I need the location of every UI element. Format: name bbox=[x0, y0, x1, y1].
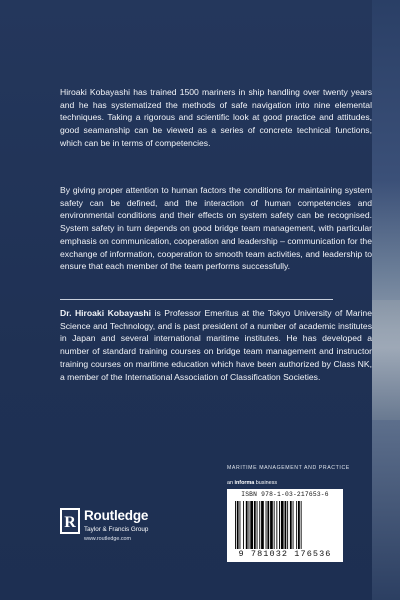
logo-letter: R bbox=[64, 514, 76, 531]
barcode-bar bbox=[249, 501, 250, 549]
barcode-bar bbox=[243, 501, 244, 549]
barcode-bar bbox=[266, 501, 267, 549]
series-title: MARITIME MANAGEMENT AND PRACTICE bbox=[227, 465, 350, 471]
divider-line bbox=[60, 299, 333, 300]
barcode bbox=[227, 489, 343, 562]
barcode-bar bbox=[254, 501, 256, 549]
barcode-bar bbox=[287, 501, 288, 549]
barcode-bar bbox=[259, 501, 260, 549]
author-name: Dr. Hiroaki Kobayashi bbox=[60, 308, 152, 318]
barcode-bar bbox=[301, 501, 302, 549]
barcode-bar bbox=[250, 501, 253, 549]
barcode-bar bbox=[276, 501, 277, 549]
publisher-url: www.routledge.com bbox=[84, 536, 132, 542]
informa-suffix: business bbox=[254, 480, 278, 486]
barcode-bar bbox=[290, 501, 292, 549]
barcode-bar bbox=[285, 501, 287, 549]
barcode-bar bbox=[246, 501, 248, 549]
barcode-bar bbox=[270, 501, 273, 549]
informa-prefix: an bbox=[227, 480, 235, 486]
barcode-bars bbox=[235, 501, 339, 549]
publisher-name: Routledge bbox=[84, 508, 149, 523]
barcode-bar bbox=[235, 501, 236, 549]
author-bio bbox=[60, 307, 372, 383]
routledge-logo-icon bbox=[60, 508, 80, 534]
barcode-bar bbox=[240, 501, 241, 549]
barcode-bar bbox=[279, 501, 280, 549]
description-paragraph-2: By giving proper attention to human factors the conditions for maintaining system safety can be defined, and the interaction of human competencies and environmental conditions and their effects on system safety can be recognised. System safety in turn depends on good bridge team management, with particular emphasis on communication, cooperation and leadership – communication for the exchange of information, cooperation to smooth team activities, and leadership to ensure that each member of the team performs successfully. bbox=[60, 185, 372, 272]
author-bio-text: is Professor Emeritus at the Tokyo University of Marine Science and Technology, and is past president of a number of academic institutes in Japan and several international maritime institutes. He has developed a number of standard training courses on bridge team management and instructor training courses on maritime education which have been authorized by Class NK, a member of the International Association of Classification Societies. bbox=[60, 308, 372, 382]
informa-tagline bbox=[227, 480, 277, 486]
publisher-block bbox=[60, 508, 210, 558]
description-paragraph-1: Hiroaki Kobayashi has trained 1500 mariners in ship handling over twenty years and he has systematized the methods of safe navigation into nine elemental techniques. Taking a rigorous and scientific look at good practice and attitudes, good seamanship can be viewed as a series of concrete technical functions, which can be in terms of competencies. bbox=[60, 87, 372, 148]
barcode-bar bbox=[267, 501, 269, 549]
barcode-digits: 9 781032 176536 bbox=[238, 549, 332, 559]
publisher-group: Taylor & Francis Group bbox=[84, 526, 149, 533]
barcode-bar bbox=[281, 501, 284, 549]
isbn-text: ISBN 978-1-03-217653-6 bbox=[241, 491, 329, 498]
barcode-bar bbox=[261, 501, 264, 549]
barcode-bar bbox=[296, 501, 297, 549]
barcode-bar bbox=[237, 501, 239, 549]
barcode-bar bbox=[257, 501, 258, 549]
barcode-bar bbox=[274, 501, 275, 549]
barcode-bar bbox=[298, 501, 300, 549]
spine-sea-image bbox=[372, 300, 400, 420]
informa-brand: informa bbox=[234, 480, 255, 486]
barcode-bar bbox=[293, 501, 294, 549]
